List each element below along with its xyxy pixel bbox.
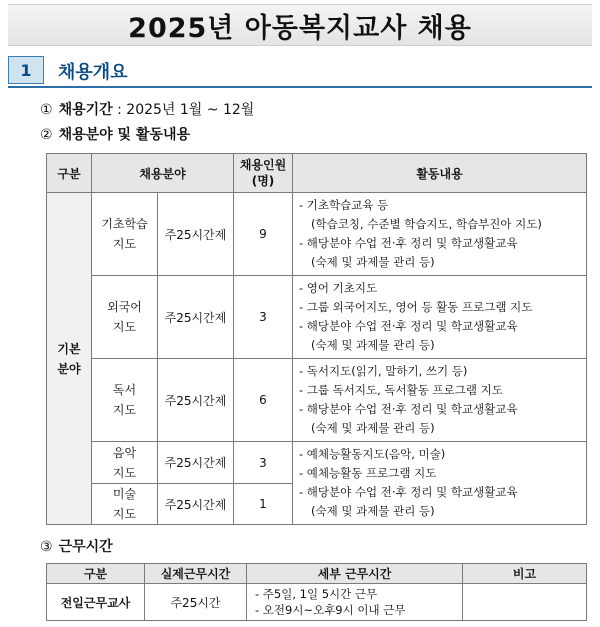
actual-hours-cell: 주25시간 [145, 584, 247, 621]
activity-line: - 예체능활동 프로그램 지도 [299, 466, 437, 480]
count-cell: 9 [234, 193, 293, 276]
table-header-row [47, 154, 587, 193]
activity-cell [293, 276, 587, 359]
table-row [47, 193, 587, 276]
hours-item [40, 536, 113, 556]
hours-number: ③ [40, 539, 53, 555]
header-actual-hours: 실제근무시간 [145, 564, 247, 584]
field-name: 미술 [112, 487, 137, 501]
activity-line: (숙제 및 과제물 관리 등) [311, 421, 435, 435]
table-row [47, 359, 587, 442]
field-cell [92, 359, 158, 442]
activity-cell [293, 193, 587, 276]
hours-label: 근무시간 [58, 539, 113, 555]
section-divider [8, 86, 592, 88]
field-name: 지도 [112, 465, 137, 480]
field-name: 지도 [112, 237, 137, 251]
table-row [47, 276, 587, 359]
page-title: 2025년 아동복지교사 채용 [128, 12, 472, 44]
count-cell: 6 [234, 359, 293, 442]
count-cell: 3 [234, 442, 293, 484]
activity-line: - 예체능활동지도(음악, 미술) [299, 447, 446, 461]
count-cell: 3 [234, 276, 293, 359]
field-cell [92, 276, 158, 359]
header-activity: 활동내용 [293, 154, 587, 193]
note-cell [463, 584, 587, 621]
header-count: 채용인원 (명) [234, 154, 293, 193]
activity-cell [293, 442, 587, 525]
period-label: 채용기간 [58, 102, 113, 118]
detail-hours-cell [247, 584, 463, 621]
activity-line: (숙제 및 과제물 관리 등) [311, 338, 435, 352]
field-name: 외국어 [107, 300, 142, 314]
header-field: 채용분야 [92, 154, 234, 193]
field-cell [92, 442, 158, 484]
count-cell: 1 [234, 484, 293, 525]
period-value: : 2025년 1월 ~ 12월 [117, 102, 255, 118]
category-line: 분야 [57, 361, 81, 376]
activity-line: - 해당분야 수업 전·후 정리 및 학교생활교육 [299, 485, 518, 499]
activity-line: - 기초학습교육 등 [299, 198, 389, 212]
page-title-bar [8, 4, 592, 46]
header-note: 비고 [463, 564, 587, 584]
activity-line: - 그룹 독서지도, 독서활동 프로그램 지도 [299, 383, 503, 397]
activity-line: - 영어 기초지도 [299, 281, 378, 295]
table-row [47, 442, 587, 484]
section-number: 1 [8, 56, 44, 84]
type-cell: 주25시간제 [158, 359, 234, 442]
field-name: 지도 [112, 320, 137, 334]
recruitment-table [46, 153, 587, 525]
field-name: 기초학습 [101, 217, 148, 231]
section-header [8, 56, 592, 84]
header-category: 구분 [47, 564, 145, 584]
activity-line: - 독서지도(읽기, 말하기, 쓰기 등) [299, 364, 468, 378]
field-name: 독서 [112, 383, 137, 397]
type-cell: 주25시간제 [158, 484, 234, 525]
activity-line: - 해당분야 수업 전·후 정리 및 학교생활교육 [299, 236, 518, 250]
field-name: 지도 [112, 507, 137, 521]
activity-line: - 해당분야 수업 전·후 정리 및 학교생활교육 [299, 402, 518, 416]
field-name: 음악 [112, 445, 137, 460]
category-cell [47, 193, 92, 525]
activity-line: (숙제 및 과제물 관리 등) [311, 504, 435, 518]
activity-cell [293, 359, 587, 442]
field-cell [92, 193, 158, 276]
field-cell [92, 484, 158, 525]
detail-line: - 오전9시~오후9시 이내 근무 [255, 603, 406, 617]
activity-line: (숙제 및 과제물 관리 등) [311, 255, 435, 269]
activity-line: (학습코칭, 수준별 학습지도, 학습부진아 지도) [311, 217, 542, 231]
field-name: 지도 [112, 403, 137, 417]
category-cell: 전일근무교사 [47, 584, 145, 621]
fields-item [40, 124, 190, 144]
fields-label: 채용분야 및 활동내용 [58, 127, 191, 143]
header-category: 구분 [47, 154, 92, 193]
work-hours-table [46, 563, 587, 621]
period-item [40, 99, 254, 119]
detail-line: - 주5일, 1일 5시간 근무 [255, 587, 378, 601]
type-cell: 주25시간제 [158, 276, 234, 359]
activity-line: - 해당분야 수업 전·후 정리 및 학교생활교육 [299, 319, 518, 333]
fields-number: ② [40, 127, 53, 143]
section-title: 채용개요 [58, 62, 128, 83]
type-cell: 주25시간제 [158, 193, 234, 276]
header-detail-hours: 세부 근무시간 [247, 564, 463, 584]
type-cell: 주25시간제 [158, 442, 234, 484]
table-row [47, 584, 587, 621]
activity-line: - 그룹 외국어지도, 영어 등 활동 프로그램 지도 [299, 300, 533, 314]
table-header-row [47, 564, 587, 584]
category-line: 기본 [57, 341, 81, 356]
period-number: ① [40, 102, 53, 118]
